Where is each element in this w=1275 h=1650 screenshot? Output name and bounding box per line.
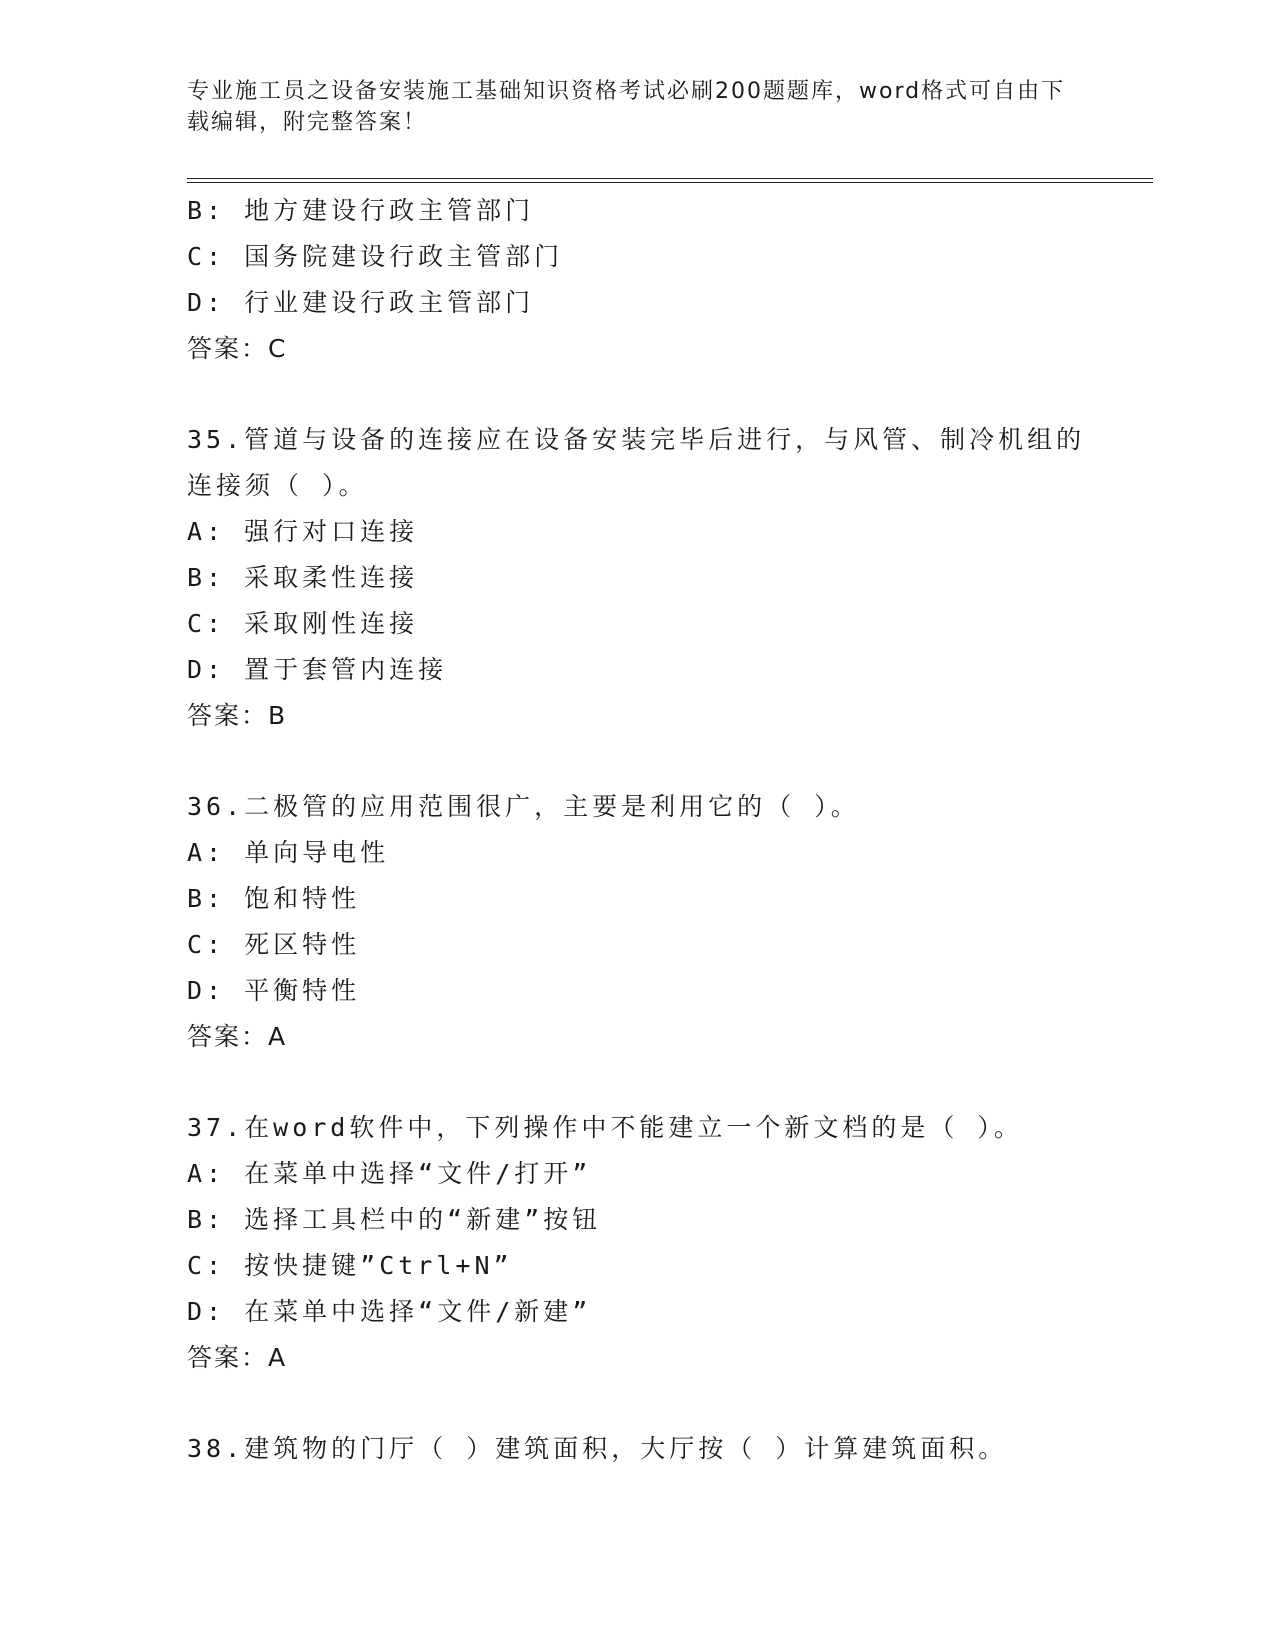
option-b: B: 采取柔性连接	[187, 563, 419, 592]
question-text: 36.二极管的应用范围很广，主要是利用它的（ ）。	[187, 792, 860, 821]
answer-line: 答案：A	[187, 1343, 288, 1372]
answer-line: 答案：A	[187, 1022, 288, 1051]
option-b: B: 选择工具栏中的“新建”按钮	[187, 1205, 602, 1234]
header-title: 专业施工员之设备安装施工基础知识资格考试必刷200题题库，word格式可自由下载编辑，附完整答案！	[187, 79, 1066, 135]
question-38	[187, 1426, 1087, 1472]
option-d: D: 平衡特性	[187, 976, 361, 1005]
answer-line: 答案：B	[187, 701, 288, 730]
spacer	[187, 1060, 1087, 1105]
question-34-tail	[187, 188, 1087, 372]
option-a: A: 在菜单中选择“文件/打开”	[187, 1159, 592, 1188]
document-body	[187, 188, 1087, 1472]
question-37	[187, 1105, 1087, 1381]
question-35	[187, 417, 1087, 739]
question-36	[187, 784, 1087, 1060]
option-d: D: 行业建设行政主管部门	[187, 288, 535, 317]
option-b: B: 饱和特性	[187, 884, 361, 913]
spacer	[187, 1381, 1087, 1426]
question-text: 37.在word软件中，下列操作中不能建立一个新文档的是（ ）。	[187, 1113, 1023, 1142]
question-text: 35.管道与设备的连接应在设备安装完毕后进行，与风管、制冷机组的	[187, 425, 1086, 454]
header-rule-top	[187, 178, 1153, 179]
option-a: A: 强行对口连接	[187, 517, 419, 546]
option-c: C: 按快捷键”Ctrl+N”	[187, 1251, 513, 1280]
answer-line: 答案：C	[187, 334, 288, 363]
question-text: 38.建筑物的门厅（ ）建筑面积，大厅按（ ）计算建筑面积。	[187, 1434, 1008, 1463]
option-c: C: 死区特性	[187, 930, 361, 959]
option-d: D: 置于套管内连接	[187, 655, 448, 684]
option-c: C: 国务院建设行政主管部门	[187, 242, 564, 271]
option-a: A: 单向导电性	[187, 838, 390, 867]
spacer	[187, 372, 1087, 417]
option-b: B: 地方建设行政主管部门	[187, 196, 535, 225]
question-text-continued: 连接须（ ）。	[187, 471, 368, 500]
option-d: D: 在菜单中选择“文件/新建”	[187, 1297, 592, 1326]
header-rule-bottom	[187, 182, 1153, 183]
option-c: C: 采取刚性连接	[187, 609, 419, 638]
document-header	[187, 76, 1067, 138]
spacer	[187, 739, 1087, 784]
